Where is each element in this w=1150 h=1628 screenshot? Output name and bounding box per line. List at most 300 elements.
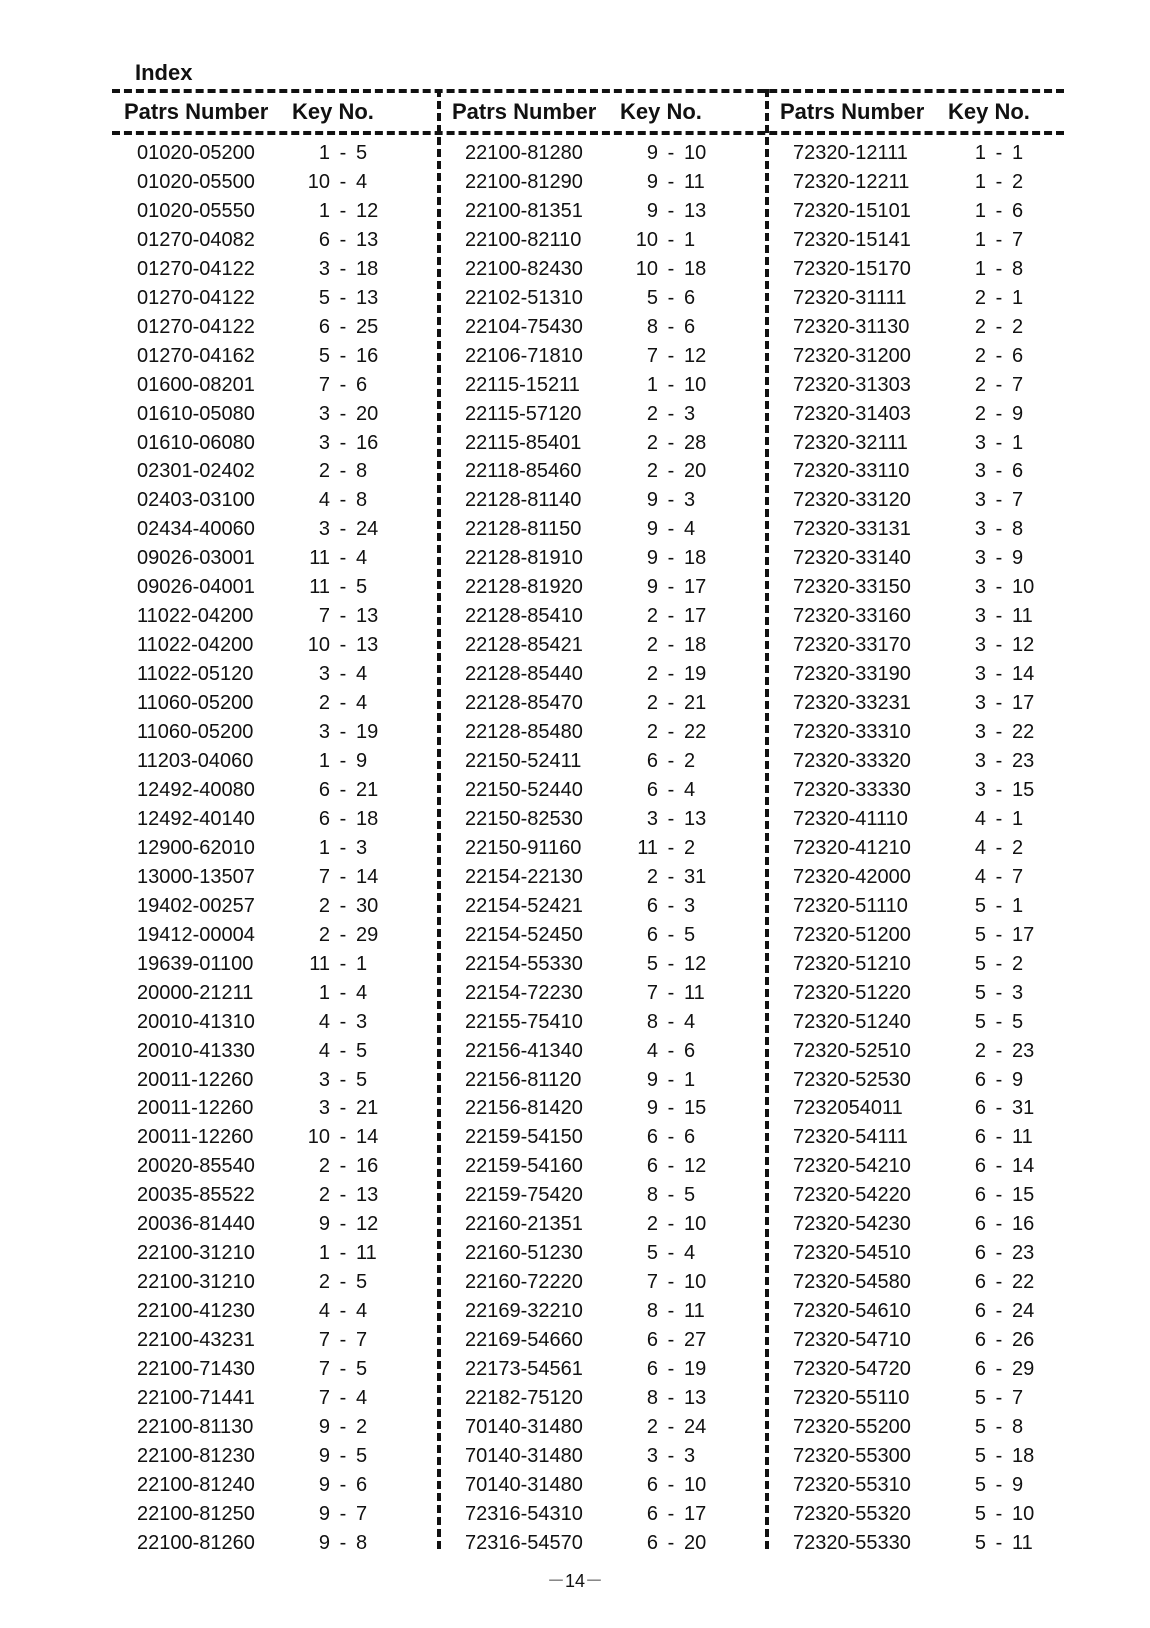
index-row xyxy=(112,660,432,689)
index-row xyxy=(112,255,432,284)
key-page: 10 xyxy=(307,1126,330,1149)
index-row xyxy=(112,892,432,921)
index-row xyxy=(112,515,432,544)
index-row xyxy=(440,863,760,892)
part-number: 09026-04001 xyxy=(137,576,255,599)
key-item: 7 xyxy=(1012,373,1024,396)
key-item: 14 xyxy=(1012,663,1035,686)
key-item: 12 xyxy=(356,1213,379,1236)
part-number: 01020-05550 xyxy=(137,199,255,222)
key-no-header: Key No. xyxy=(948,99,1030,124)
key-separator: - xyxy=(339,836,347,859)
part-number: 22154-22130 xyxy=(465,865,583,888)
key-item: 9 xyxy=(356,750,368,773)
key-page: 6 xyxy=(318,315,330,338)
index-row xyxy=(768,1152,1088,1181)
key-page: 8 xyxy=(646,1386,658,1409)
key-item: 17 xyxy=(684,605,707,628)
key-item: 1 xyxy=(1012,807,1024,830)
part-number: 22100-81260 xyxy=(137,1531,255,1554)
key-separator: - xyxy=(339,1415,347,1438)
key-item: 16 xyxy=(356,431,379,454)
key-separator: - xyxy=(339,1155,347,1178)
index-row xyxy=(768,1181,1088,1210)
index-row xyxy=(768,863,1088,892)
key-page: 2 xyxy=(318,460,330,483)
column-header xyxy=(112,92,432,132)
part-number: 19412-00004 xyxy=(137,923,255,946)
part-number: 20011-12260 xyxy=(137,1068,254,1091)
key-page: 11 xyxy=(309,952,330,975)
index-row xyxy=(112,1500,432,1529)
index-row xyxy=(440,1529,760,1558)
index-row xyxy=(440,776,760,805)
part-number: 22155-75410 xyxy=(465,1010,583,1033)
part-number: 22100-81280 xyxy=(465,142,583,164)
key-separator: - xyxy=(339,1213,347,1236)
key-separator: - xyxy=(667,923,675,946)
key-page: 2 xyxy=(646,663,658,686)
part-number: 22160-21351 xyxy=(465,1213,583,1236)
key-item: 15 xyxy=(1012,1184,1035,1207)
key-page: 5 xyxy=(974,1415,986,1438)
key-separator: - xyxy=(667,142,675,164)
key-separator: - xyxy=(995,836,1003,859)
index-row xyxy=(440,1123,760,1152)
key-separator: - xyxy=(995,894,1003,917)
key-page: 6 xyxy=(318,778,330,801)
index-row xyxy=(440,1094,760,1123)
index-row xyxy=(440,602,760,631)
part-number: 22159-54160 xyxy=(465,1155,583,1178)
index-row xyxy=(768,1413,1088,1442)
key-page: 1 xyxy=(974,228,986,251)
key-separator: - xyxy=(995,1213,1003,1236)
key-separator: - xyxy=(995,1386,1003,1409)
index-row xyxy=(440,1384,760,1413)
key-separator: - xyxy=(667,1444,675,1467)
key-page: 3 xyxy=(646,1444,658,1467)
index-row xyxy=(112,1008,432,1037)
key-separator: - xyxy=(339,692,347,715)
key-item: 5 xyxy=(356,1271,368,1294)
index-row xyxy=(112,631,432,660)
key-page: 6 xyxy=(974,1097,986,1120)
part-number: 19402-00257 xyxy=(137,894,255,917)
part-number: 72320-52530 xyxy=(793,1068,911,1091)
key-separator: - xyxy=(667,1039,675,1062)
part-number: 72320-33120 xyxy=(793,489,911,512)
part-number: 70140-31480 xyxy=(465,1444,583,1467)
index-row xyxy=(112,1094,432,1123)
key-separator: - xyxy=(995,199,1003,222)
index-row xyxy=(768,1210,1088,1239)
key-separator: - xyxy=(995,1184,1003,1207)
index-row xyxy=(440,400,760,429)
part-number: 72320-15170 xyxy=(793,257,911,280)
index-row xyxy=(440,1066,760,1095)
key-separator: - xyxy=(667,228,675,251)
key-page: 1 xyxy=(974,170,986,193)
part-number: 09026-03001 xyxy=(137,547,255,570)
part-number: 01610-05080 xyxy=(137,402,255,425)
key-item: 8 xyxy=(356,1531,368,1554)
index-row xyxy=(112,1239,432,1268)
key-separator: - xyxy=(995,1473,1003,1496)
index-row xyxy=(440,486,760,515)
key-item: 7 xyxy=(356,1502,368,1525)
key-page: 7 xyxy=(318,373,330,396)
key-separator: - xyxy=(667,1213,675,1236)
part-number: 72320-41110 xyxy=(793,807,908,830)
key-item: 20 xyxy=(684,460,707,483)
key-page: 3 xyxy=(318,1068,330,1091)
key-page: 7 xyxy=(318,1386,330,1409)
key-page: 2 xyxy=(646,634,658,657)
key-item: 19 xyxy=(684,1358,707,1381)
key-page: 1 xyxy=(318,142,330,164)
key-page: 5 xyxy=(974,894,986,917)
key-separator: - xyxy=(995,1039,1003,1062)
index-rows xyxy=(768,139,1088,1558)
key-separator: - xyxy=(995,1097,1003,1120)
key-separator: - xyxy=(995,807,1003,830)
part-number: 20010-41310 xyxy=(137,1010,255,1033)
key-separator: - xyxy=(339,1358,347,1381)
key-separator: - xyxy=(667,778,675,801)
key-page: 7 xyxy=(318,1329,330,1352)
index-row xyxy=(440,660,760,689)
part-number: 22154-52421 xyxy=(465,894,583,917)
key-item: 6 xyxy=(1012,344,1024,367)
key-item: 5 xyxy=(356,576,368,599)
key-item: 2 xyxy=(356,1415,368,1438)
part-number-header: Patrs Number xyxy=(124,99,269,124)
index-row xyxy=(440,573,760,602)
index-row xyxy=(768,1066,1088,1095)
key-separator: - xyxy=(667,1386,675,1409)
part-number: 72320-12111 xyxy=(793,142,908,164)
part-number: 72316-54570 xyxy=(465,1531,583,1554)
key-page: 2 xyxy=(974,373,986,396)
key-item: 7 xyxy=(1012,1386,1024,1409)
index-row xyxy=(440,1239,760,1268)
part-number: 22150-82530 xyxy=(465,807,583,830)
key-separator: - xyxy=(667,460,675,483)
key-page: 6 xyxy=(646,750,658,773)
key-separator: - xyxy=(995,489,1003,512)
part-number-header: Patrs Number xyxy=(452,99,597,124)
key-separator: - xyxy=(667,721,675,744)
key-item: 13 xyxy=(684,1386,707,1409)
key-separator: - xyxy=(339,547,347,570)
index-row xyxy=(768,486,1088,515)
key-page: 9 xyxy=(318,1531,330,1554)
part-number: 22100-43231 xyxy=(137,1329,255,1352)
index-row xyxy=(440,979,760,1008)
part-number: 22159-75420 xyxy=(465,1184,583,1207)
index-row xyxy=(112,1123,432,1152)
key-item: 10 xyxy=(684,142,707,164)
key-item: 13 xyxy=(684,199,707,222)
part-number: 02403-03100 xyxy=(137,489,255,512)
part-number: 22154-52450 xyxy=(465,923,583,946)
index-row xyxy=(768,573,1088,602)
index-row xyxy=(112,139,432,168)
key-item: 9 xyxy=(1012,402,1024,425)
part-number: 72320-31403 xyxy=(793,402,911,425)
key-separator: - xyxy=(667,286,675,309)
index-row xyxy=(112,226,432,255)
index-row xyxy=(112,689,432,718)
part-number: 22128-85440 xyxy=(465,663,583,686)
key-item: 11 xyxy=(1012,1531,1033,1554)
key-page: 6 xyxy=(974,1358,986,1381)
key-item: 12 xyxy=(356,199,379,222)
part-number: 72320-32111 xyxy=(793,431,908,454)
key-item: 12 xyxy=(1012,634,1035,657)
key-item: 14 xyxy=(356,1126,379,1149)
key-separator: - xyxy=(995,1271,1003,1294)
index-row xyxy=(768,979,1088,1008)
index-row xyxy=(112,979,432,1008)
index-row xyxy=(112,834,432,863)
part-number: 02301-02402 xyxy=(137,460,255,483)
key-separator: - xyxy=(667,1097,675,1120)
key-separator: - xyxy=(339,257,347,280)
part-number: 22154-55330 xyxy=(465,952,583,975)
part-number: 22100-31210 xyxy=(137,1242,255,1265)
key-separator: - xyxy=(339,894,347,917)
key-page: 9 xyxy=(646,142,658,164)
key-page: 1 xyxy=(974,142,986,164)
key-separator: - xyxy=(667,836,675,859)
part-number: 72320-54230 xyxy=(793,1213,911,1236)
key-page: 5 xyxy=(974,923,986,946)
index-row xyxy=(768,1326,1088,1355)
key-page: 5 xyxy=(974,1444,986,1467)
key-page: 9 xyxy=(646,518,658,541)
key-separator: - xyxy=(339,1386,347,1409)
index-row xyxy=(112,1326,432,1355)
key-page: 10 xyxy=(307,634,330,657)
index-row xyxy=(768,1008,1088,1037)
key-item: 18 xyxy=(684,547,707,570)
index-row xyxy=(440,631,760,660)
part-number: 22150-52440 xyxy=(465,778,583,801)
key-item: 1 xyxy=(684,228,696,251)
part-number: 72320-33231 xyxy=(793,692,911,715)
key-page: 4 xyxy=(974,865,986,888)
key-item: 4 xyxy=(356,981,368,1004)
index-row xyxy=(112,863,432,892)
index-row xyxy=(112,1471,432,1500)
part-number: 01610-06080 xyxy=(137,431,255,454)
index-row xyxy=(768,226,1088,255)
key-page: 6 xyxy=(974,1242,986,1265)
key-page: 4 xyxy=(974,836,986,859)
part-number: 22128-85480 xyxy=(465,721,583,744)
index-row xyxy=(112,1037,432,1066)
index-row xyxy=(112,1413,432,1442)
index-row xyxy=(112,313,432,342)
key-item: 2 xyxy=(1012,836,1024,859)
index-row xyxy=(768,718,1088,747)
key-item: 6 xyxy=(1012,460,1024,483)
index-row xyxy=(112,1529,432,1558)
key-page: 11 xyxy=(637,836,658,859)
key-separator: - xyxy=(339,1300,347,1323)
key-page: 3 xyxy=(974,663,986,686)
key-page: 6 xyxy=(974,1155,986,1178)
key-item: 10 xyxy=(684,1473,707,1496)
key-item: 27 xyxy=(684,1329,707,1352)
key-item: 24 xyxy=(356,518,379,541)
key-separator: - xyxy=(667,402,675,425)
index-row xyxy=(768,1239,1088,1268)
key-item: 8 xyxy=(356,460,368,483)
index-row xyxy=(112,1268,432,1297)
part-number: 11060-05200 xyxy=(137,721,254,744)
key-separator: - xyxy=(339,315,347,338)
key-separator: - xyxy=(667,1358,675,1381)
key-item: 3 xyxy=(1012,981,1024,1004)
key-separator: - xyxy=(995,1126,1003,1149)
key-separator: - xyxy=(995,750,1003,773)
key-separator: - xyxy=(995,547,1003,570)
key-page: 5 xyxy=(974,1386,986,1409)
key-separator: - xyxy=(995,142,1003,164)
key-item: 6 xyxy=(356,1473,368,1496)
key-page: 10 xyxy=(635,228,658,251)
key-item: 21 xyxy=(356,1097,379,1120)
part-number: 72320-55200 xyxy=(793,1415,911,1438)
part-number: 72320-55110 xyxy=(793,1386,910,1409)
part-number: 72320-31130 xyxy=(793,315,910,338)
index-row xyxy=(768,429,1088,458)
key-item: 17 xyxy=(684,576,707,599)
index-row xyxy=(768,371,1088,400)
key-item: 24 xyxy=(1012,1300,1035,1323)
key-separator: - xyxy=(339,981,347,1004)
key-page: 3 xyxy=(318,431,330,454)
key-separator: - xyxy=(667,1415,675,1438)
key-item: 14 xyxy=(356,865,379,888)
key-item: 11 xyxy=(684,981,705,1004)
key-separator: - xyxy=(995,1444,1003,1467)
key-item: 2 xyxy=(1012,952,1024,975)
index-row xyxy=(440,515,760,544)
key-page: 4 xyxy=(318,1300,330,1323)
part-number-header: Patrs Number xyxy=(780,99,925,124)
key-item: 4 xyxy=(356,692,368,715)
index-row xyxy=(112,1297,432,1326)
key-separator: - xyxy=(667,373,675,396)
index-row xyxy=(768,689,1088,718)
key-page: 4 xyxy=(318,1010,330,1033)
key-item: 4 xyxy=(356,547,368,570)
key-separator: - xyxy=(995,373,1003,396)
key-item: 18 xyxy=(356,807,379,830)
index-row xyxy=(440,1500,760,1529)
key-separator: - xyxy=(995,721,1003,744)
key-item: 7 xyxy=(1012,865,1024,888)
key-separator: - xyxy=(339,576,347,599)
part-number: 22160-51230 xyxy=(465,1242,583,1265)
key-item: 6 xyxy=(684,315,696,338)
key-separator: - xyxy=(667,199,675,222)
key-item: 1 xyxy=(684,1068,696,1091)
key-page: 7 xyxy=(646,981,658,1004)
part-number: 7232054011 xyxy=(793,1097,903,1120)
part-number: 22100-81240 xyxy=(137,1473,255,1496)
part-number: 72320-51240 xyxy=(793,1010,911,1033)
index-row xyxy=(440,371,760,400)
part-number: 72320-51220 xyxy=(793,981,911,1004)
key-separator: - xyxy=(667,750,675,773)
part-number: 72320-54510 xyxy=(793,1242,911,1265)
key-separator: - xyxy=(995,1068,1003,1091)
part-number: 01270-04082 xyxy=(137,228,255,251)
key-item: 3 xyxy=(356,1010,368,1033)
key-separator: - xyxy=(339,1473,347,1496)
key-page: 2 xyxy=(318,1155,330,1178)
column-header xyxy=(440,92,760,132)
key-item: 5 xyxy=(356,1068,368,1091)
key-item: 11 xyxy=(684,1300,705,1323)
key-item: 20 xyxy=(356,402,379,425)
key-page: 1 xyxy=(318,981,330,1004)
key-item: 5 xyxy=(356,1358,368,1381)
key-page: 8 xyxy=(646,1184,658,1207)
part-number: 72320-54720 xyxy=(793,1358,911,1381)
part-number: 70140-31480 xyxy=(465,1473,583,1496)
key-page: 2 xyxy=(318,1184,330,1207)
key-separator: - xyxy=(667,547,675,570)
index-row xyxy=(112,1210,432,1239)
key-separator: - xyxy=(995,228,1003,251)
key-item: 4 xyxy=(356,1300,368,1323)
key-page: 6 xyxy=(974,1213,986,1236)
index-row xyxy=(112,805,432,834)
key-separator: - xyxy=(339,1097,347,1120)
index-row xyxy=(440,1210,760,1239)
key-page: 6 xyxy=(646,1155,658,1178)
key-separator: - xyxy=(667,981,675,1004)
index-row xyxy=(768,515,1088,544)
key-separator: - xyxy=(339,750,347,773)
part-number: 22156-81420 xyxy=(465,1097,583,1120)
key-page: 6 xyxy=(974,1184,986,1207)
key-page: 3 xyxy=(974,778,986,801)
key-page: 3 xyxy=(974,634,986,657)
part-number: 11203-04060 xyxy=(137,750,254,773)
key-separator: - xyxy=(667,1531,675,1554)
key-separator: - xyxy=(667,1184,675,1207)
part-number: 72320-51210 xyxy=(793,952,911,975)
key-separator: - xyxy=(667,1300,675,1323)
key-separator: - xyxy=(667,1242,675,1265)
index-row xyxy=(112,1152,432,1181)
part-number: 72320-15101 xyxy=(793,199,911,222)
index-column-3 xyxy=(768,92,1088,1558)
key-item: 3 xyxy=(684,894,696,917)
key-page: 2 xyxy=(318,692,330,715)
key-page: 5 xyxy=(974,952,986,975)
key-page: 6 xyxy=(646,1502,658,1525)
part-number: 72320-33140 xyxy=(793,547,911,570)
key-page: 7 xyxy=(646,1271,658,1294)
